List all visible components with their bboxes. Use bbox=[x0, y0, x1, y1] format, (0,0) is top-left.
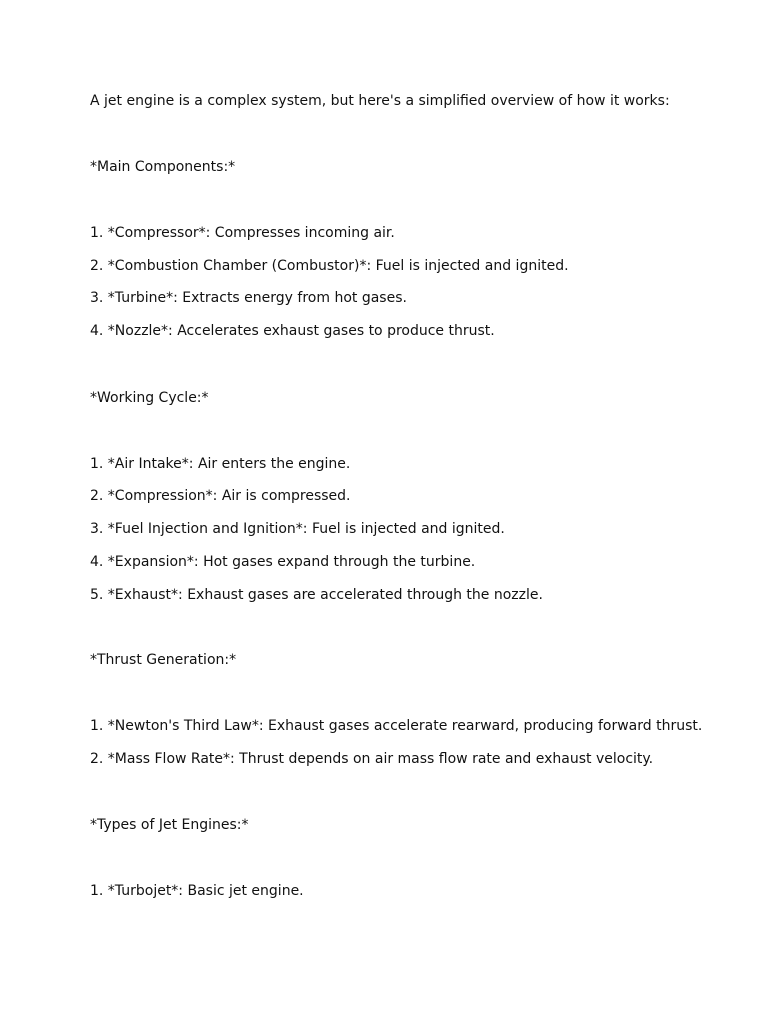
list-item: 2. *Combustion Chamber (Combustor)*: Fuel is injected and ignited. bbox=[90, 258, 569, 274]
list-item: 2. *Mass Flow Rate*: Thrust depends on air mass flow rate and exhaust velocity. bbox=[90, 751, 654, 767]
section-heading-thrust-generation: *Thrust Generation:* bbox=[90, 652, 237, 668]
list-item: 5. *Exhaust*: Exhaust gases are accelerated through the nozzle. bbox=[90, 587, 543, 603]
list-item: 1. *Newton's Third Law*: Exhaust gases accelerate rearward, producing forward thrust. bbox=[90, 718, 703, 734]
list-item: 4. *Expansion*: Hot gases expand through the turbine. bbox=[90, 554, 476, 570]
section-heading-main-components: *Main Components:* bbox=[90, 159, 236, 175]
list-item: 1. *Compressor*: Compresses incoming air. bbox=[90, 225, 395, 241]
list-item: 2. *Compression*: Air is compressed. bbox=[90, 488, 351, 504]
section-heading-types-of-jet-engines: *Types of Jet Engines:* bbox=[90, 817, 249, 833]
list-item: 4. *Nozzle*: Accelerates exhaust gases to produce thrust. bbox=[90, 323, 495, 339]
intro-paragraph: A jet engine is a complex system, but here's a simplified overview of how it works: bbox=[90, 93, 670, 109]
list-item: 1. *Turbojet*: Basic jet engine. bbox=[90, 883, 304, 899]
list-item: 3. *Turbine*: Extracts energy from hot gases. bbox=[90, 290, 407, 306]
section-heading-working-cycle: *Working Cycle:* bbox=[90, 390, 209, 406]
list-item: 1. *Air Intake*: Air enters the engine. bbox=[90, 456, 351, 472]
list-item: 3. *Fuel Injection and Ignition*: Fuel is injected and ignited. bbox=[90, 521, 505, 537]
